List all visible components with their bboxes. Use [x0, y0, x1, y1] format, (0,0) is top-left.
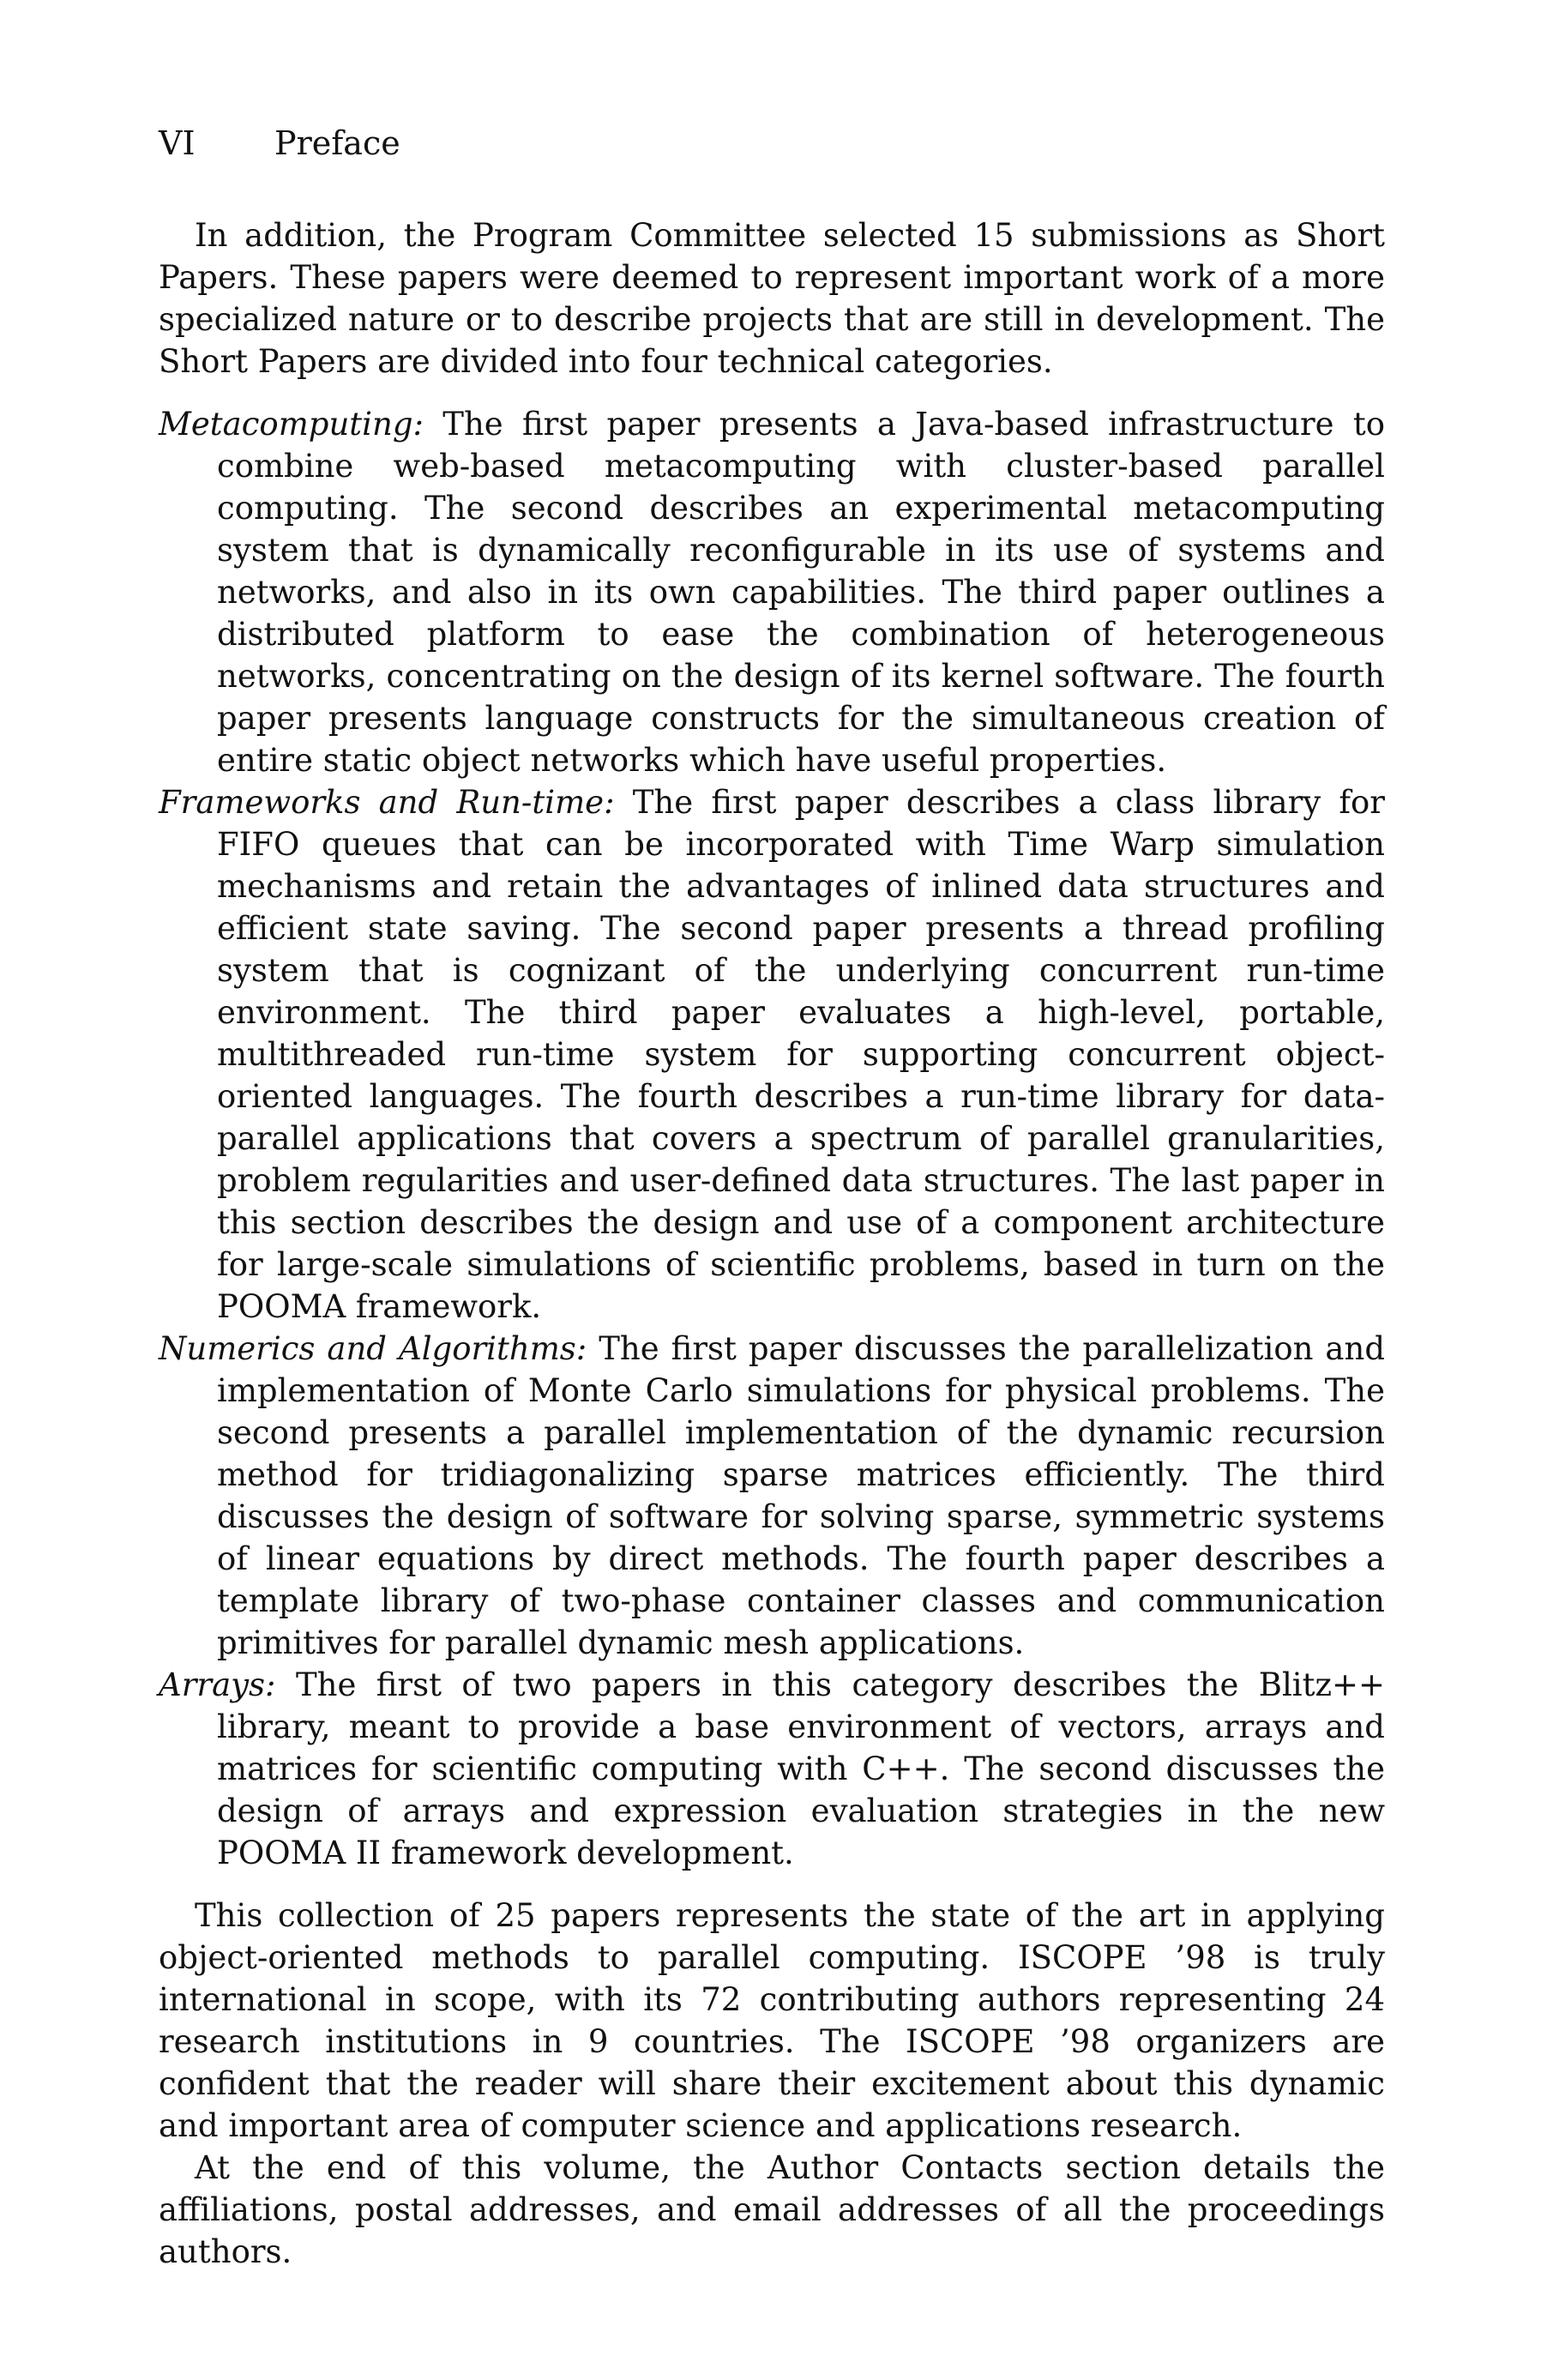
category-text: The first of two papers in this category describes the Blitz++ library, meant to provide a base environment of vectors, arrays and matrices for scientific computing with C++. The second discusses the design of arrays and expression evaluation strategies in the new POOMA II framework development.	[217, 1666, 1385, 1871]
running-head	[159, 124, 400, 162]
category-numerics-and-algorithms	[159, 1328, 1385, 1664]
category-arrays	[159, 1664, 1385, 1874]
category-frameworks-and-run-time	[159, 781, 1385, 1328]
category-heading: Numerics and Algorithms:	[159, 1330, 587, 1367]
category-text: The first paper presents a Java-based infrastructure to combine web-based metacomputing with cluster-based parallel computing. The second describes an experimental metacomputing system that is dynamically reconfigurable in its use of systems and networks, and also in its own capabilities. The third paper outlines a distributed platform to ease the combination of heterogeneous networks, concentrating on the design of its kernel software. The fourth paper presents language constructs for the simultaneous creation of entire static object networks which have useful properties.	[217, 406, 1385, 779]
category-heading: Frameworks and Run-time:	[159, 784, 615, 821]
running-head-title: Preface	[274, 124, 400, 162]
category-heading: Arrays:	[159, 1666, 276, 1703]
closing-paragraph: This collection of 25 papers represents the state of the art in applying object-oriented methods to parallel computing. ISCOPE ’98 is truly international in scope, with its 72 contributing authors representing 24 research institutions in 9 countries. The ISCOPE ’98 organizers are confident that the reader will share their excitement about this dynamic and important area of computer science and applications research.	[159, 1897, 1385, 2144]
category-text: The first paper discusses the parallelization and implementation of Monte Carlo simulations for physical problems. The second presents a parallel implementation of the dynamic recursion method for tridiagonalizing sparse matrices efficiently. The third discusses the design of software for solving sparse, symmetric systems of linear equations by direct methods. The fourth paper describes a template library of two-phase container classes and communication primitives for parallel dynamic mesh applications.	[217, 1330, 1385, 1661]
body-text	[159, 214, 1385, 2273]
category-heading: Metacomputing:	[159, 406, 424, 443]
category-text: The first paper describes a class library for FIFO queues that can be incorporated with Time Warp simulation mechanisms and retain the advantages of inlined data structures and efficient state saving. The second paper presents a thread profiling system that is cognizant of the underlying concurrent run-time environment. The third paper evaluates a high-level, portable, multithreaded run-time system for supporting concurrent object-oriented languages. The fourth describes a run-time library for data-parallel applications that covers a spectrum of parallel granularities, problem regularities and user-defined data structures. The last paper in this section describes the design and use of a component architecture for large-scale simulations of scientific problems, based in turn on the POOMA framework.	[217, 784, 1385, 1325]
intro-paragraph: In addition, the Program Committee selected 15 submissions as Short Papers. These papers were deemed to represent important work of a more specialized nature or to describe projects that are still in development. The Short Papers are divided into four technical categories.	[159, 217, 1385, 380]
category-list	[159, 403, 1385, 1874]
page-number: VI	[159, 124, 196, 162]
category-metacomputing	[159, 403, 1385, 781]
author-contacts-paragraph: At the end of this volume, the Author Contacts section details the affiliations, postal addresses, and email addresses of all the proceedings authors.	[159, 2149, 1385, 2270]
